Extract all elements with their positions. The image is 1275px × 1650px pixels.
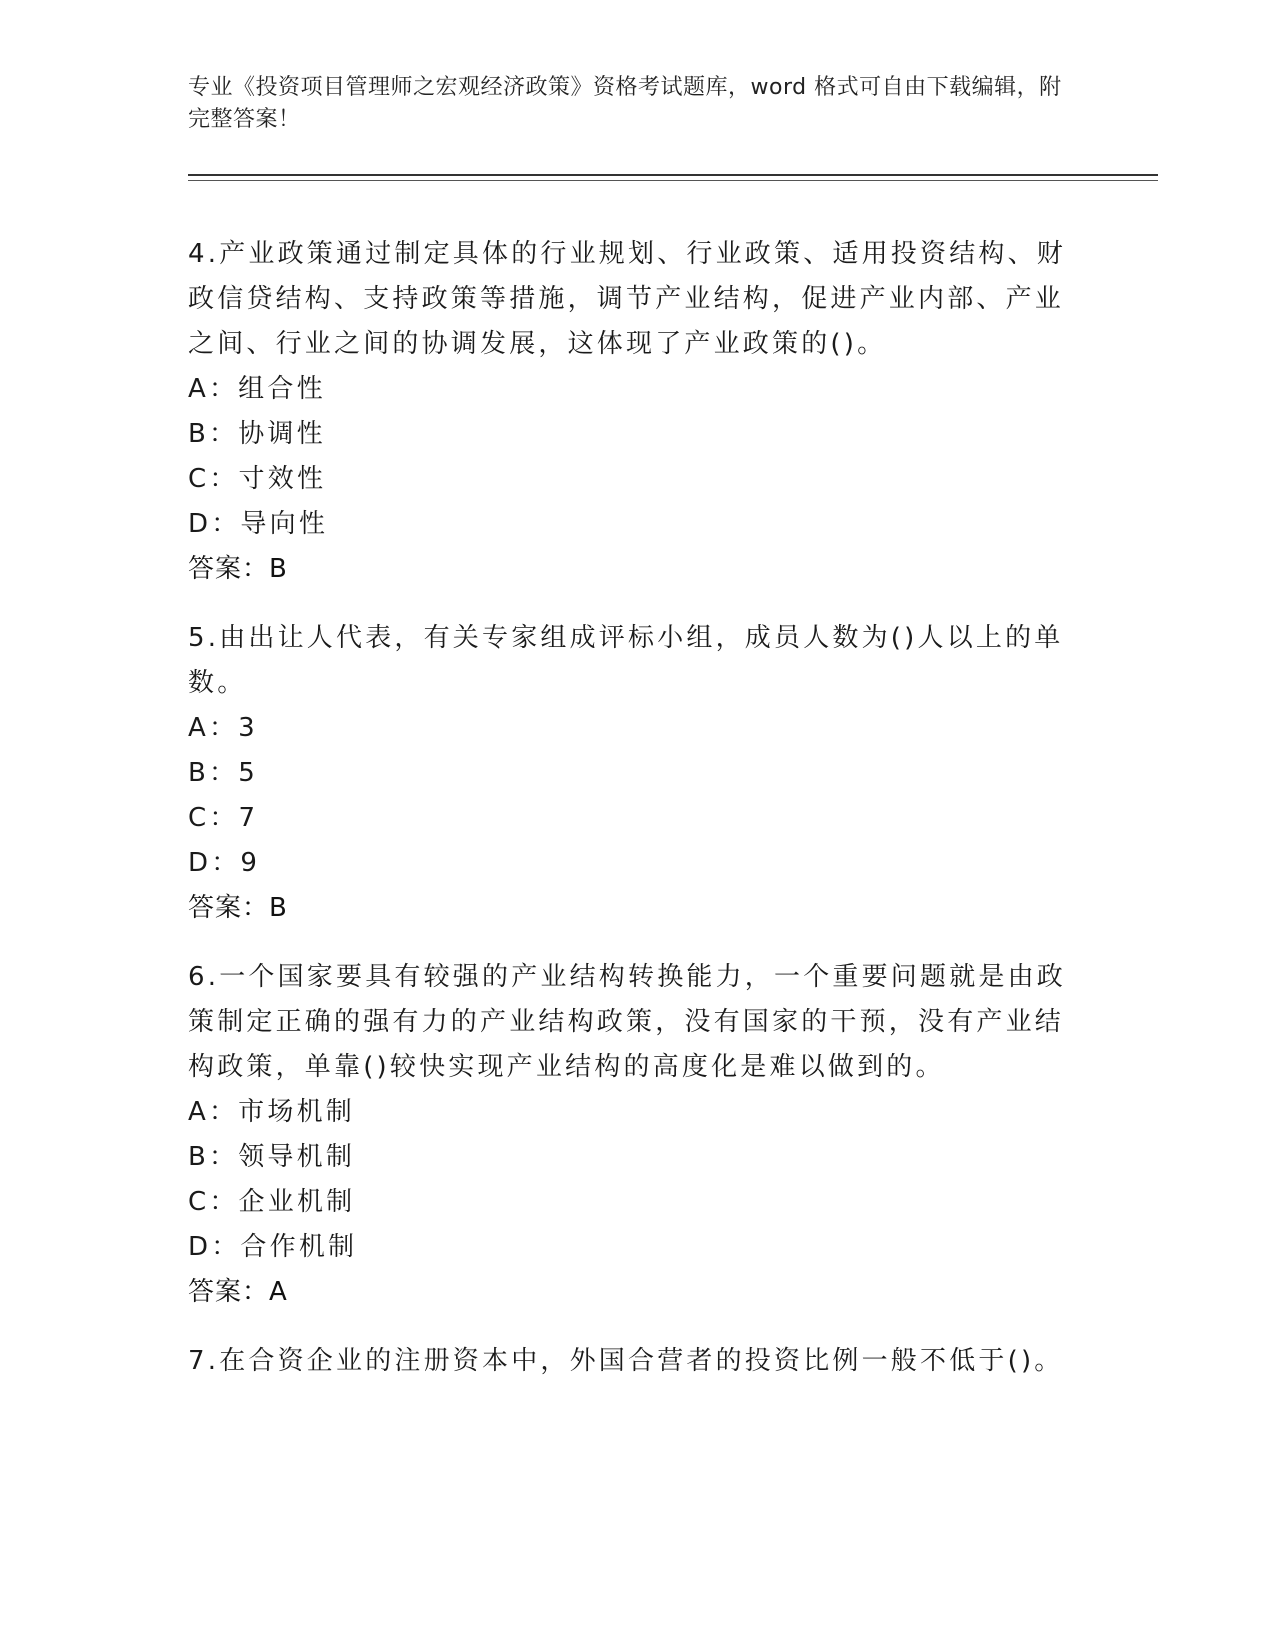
option-b: B：协调性	[188, 419, 326, 449]
option-c: C：企业机制	[188, 1187, 356, 1217]
option-c: C：7	[188, 803, 259, 833]
answer-line: 答案：A	[188, 1277, 288, 1307]
option-c: C：寸效性	[188, 464, 327, 494]
question-list	[188, 232, 1068, 1408]
header-divider-thick	[188, 174, 1158, 176]
document-header: 专业《投资项目管理师之宏观经济政策》资格考试题库，word 格式可自由下载编辑，附完整答案！	[188, 75, 1062, 132]
option-b: B：5	[188, 758, 258, 788]
question-4	[188, 232, 1068, 592]
question-7	[188, 1339, 1068, 1384]
option-b: B：领导机制	[188, 1142, 356, 1172]
answer-line: 答案：B	[188, 893, 288, 923]
option-d: D：导向性	[188, 509, 329, 539]
option-a: A：组合性	[188, 374, 326, 404]
answer-line: 答案：B	[188, 554, 288, 584]
header-divider-thin	[188, 180, 1158, 181]
question-stem: 7.在合资企业的注册资本中，外国合营者的投资比例一般不低于()。	[188, 1346, 1064, 1376]
question-5	[188, 616, 1068, 931]
option-d: D：合作机制	[188, 1232, 358, 1262]
question-6	[188, 955, 1068, 1315]
option-d: D：9	[188, 848, 261, 878]
question-stem: 5.由出让人代表，有关专家组成评标小组，成员人数为()人以上的单数。	[188, 623, 1064, 698]
question-stem: 6.一个国家要具有较强的产业结构转换能力，一个重要问题就是由政策制定正确的强有力的产业结构政策，没有国家的干预，没有产业结构政策，单靠()较快实现产业结构的高度化是难以做到的。	[188, 962, 1067, 1082]
option-a: A：3	[188, 713, 258, 743]
option-a: A：市场机制	[188, 1097, 355, 1127]
question-stem: 4.产业政策通过制定具体的行业规划、行业政策、适用投资结构、财政信贷结构、支持政策等措施，调节产业结构，促进产业内部、产业之间、行业之间的协调发展，这体现了产业政策的()。	[188, 239, 1067, 359]
